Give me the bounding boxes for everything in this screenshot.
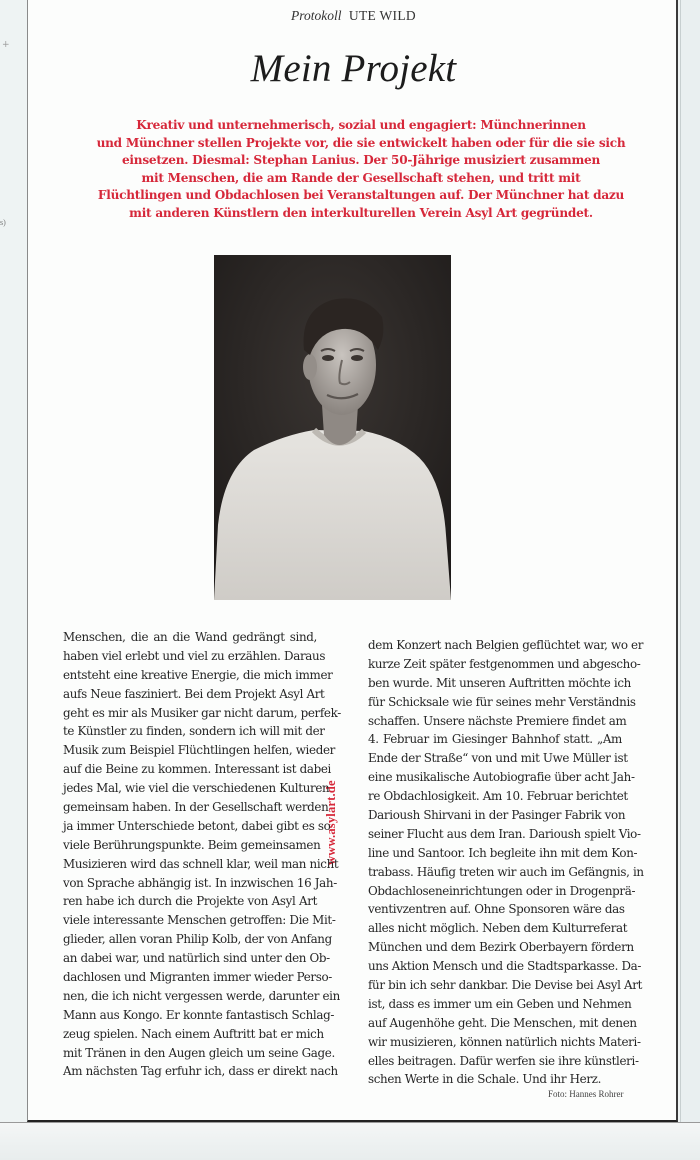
body-line: geht es mir als Musiker gar nicht darum, perfek- (63, 705, 341, 720)
article-lede (91, 117, 631, 223)
body-line: entsteht eine kreative Energie, die mich immer (63, 667, 333, 682)
portrait-illustration (214, 255, 451, 600)
article-title: Mein Projekt (250, 47, 457, 90)
body-line: aufs Neue fasziniert. Bei dem Projekt Asyl Art (63, 686, 325, 701)
body-line: schaffen. Unsere nächste Premiere findet am (368, 713, 627, 728)
body-line: Mann aus Kongo. Er konnte fantastisch Schlag- (63, 1007, 335, 1022)
body-line: ja immer Unterschiede betont, dabei gibt es so (63, 818, 331, 833)
photo-credit: Foto: Hannes Rohrer (548, 1089, 624, 1099)
body-line: wir musizieren, können natürlich nichts Materi- (368, 1034, 641, 1049)
body-line: glieder, allen voran Philip Kolb, der von Anfang (63, 932, 332, 947)
website-link[interactable]: www.asylart.de (324, 780, 338, 865)
body-line: ist, dass es immer um ein Geben und Nehmen (368, 996, 632, 1011)
body-line: 4. Februar im Giesinger Bahnhof statt. „Am (368, 732, 622, 747)
body-line: Am nächsten Tag erfuhr ich, dass er direkt nach (63, 1064, 338, 1079)
body-line: te Künstler zu finden, sondern ich will mit der (63, 724, 325, 739)
body-line: gemeinsam haben. In der Gesellschaft werden (63, 800, 329, 815)
lede-line: mit anderen Künstlern den interkulturellen Verein Asyl Art gegründet. (129, 205, 593, 220)
body-line: trabass. Häufig treten wir auch im Gefängnis, in (368, 864, 644, 879)
body-line: Menschen, die an die Wand gedrängt sind, (63, 630, 317, 644)
body-line: für bin ich sehr dankbar. Die Devise bei Asyl Art (368, 978, 643, 993)
body-line: für Schicksale wie für seines mehr Verständnis (368, 694, 636, 709)
body-line: uns Aktion Mensch und die Stadtsparkasse. Da- (368, 959, 642, 974)
magazine-page (27, 0, 678, 1122)
next-page-edge (680, 0, 700, 1122)
body-line: jedes Mal, wie viel die verschiedenen Kulturen (63, 781, 330, 796)
body-line: auf die Beine zu kommen. Interessant ist dabei (63, 762, 331, 777)
body-line: Musizieren wird das schnell klar, weil man nicht (63, 856, 339, 871)
body-line: Obdachloseneinrichtungen oder in Drogenprä- (368, 883, 636, 898)
body-line: viele Berührungspunkte. Beim gemeinsamen (63, 837, 321, 852)
body-line: line und Santoor. Ich begleite ihn mit dem Kon- (368, 845, 638, 860)
body-line: eine musikalische Autobiografie über acht Jah- (368, 770, 635, 785)
body-line: seiner Flucht aus dem Iran. Darioush spielt Vio- (368, 826, 641, 841)
body-column-right (368, 636, 644, 1089)
body-line: re Obdachlosigkeit. Am 10. Februar berichtet (368, 789, 628, 804)
body-line: schen Werte in die Schale. Und ihr Herz. (368, 1072, 602, 1087)
body-line: auf Augenhöhe geht. Die Menschen, mit denen (368, 1015, 637, 1030)
body-line: ventivzentren auf. Ohne Sponsoren wäre das (368, 902, 625, 917)
body-line: Ende der Straße“ von und mit Uwe Müller ist (368, 751, 628, 766)
body-line: ben wurde. Mit unseren Auftritten möchte ich (368, 675, 631, 690)
body-line: elles beitragen. Dafür werfen sie ihre künstleri- (368, 1053, 639, 1068)
body-line: dem Konzert nach Belgien geflüchtet war, wo er (368, 638, 644, 652)
lede-line: und Münchner stellen Projekte vor, die sie entwickelt haben oder für die sie sich (96, 135, 626, 150)
body-line: Musik zum Beispiel Flüchtlingen helfen, wieder (63, 743, 335, 758)
body-line: an dabei war, und natürlich sind unter den Ob- (63, 951, 330, 966)
margin-fragment: s) (0, 218, 6, 227)
body-line: nen, die ich nicht vergessen werde, darunter ein (63, 988, 340, 1003)
page-underlay (0, 1122, 700, 1160)
body-line: ren habe ich durch die Projekte von Asyl Art (63, 894, 317, 909)
kicker (28, 8, 679, 24)
lede-line: Kreativ und unternehmerisch, sozial und engagiert: Münchnerinnen (136, 118, 586, 132)
body-line: München und dem Bezirk Oberbayern fördern (368, 940, 634, 955)
body-line: kurze Zeit später festgenommen und abgescho- (368, 656, 641, 671)
body-line: haben viel erlebt und viel zu erzählen. Daraus (63, 648, 326, 663)
body-line: mit Tränen in den Augen gleich um seine Gage. (63, 1045, 335, 1060)
body-line: Darioush Shirvani in der Pasinger Fabrik von (368, 808, 626, 823)
body-line: von Sprache abhängig ist. In inzwischen 16 Jah- (63, 875, 337, 890)
lede-line: mit Menschen, die am Rande der Gesellschaft stehen, und tritt mit (141, 170, 581, 185)
lede-line: Flüchtlingen und Obdachlosen bei Veranstaltungen auf. Der Münchner hat dazu (97, 188, 625, 203)
author-name: UTE WILD (348, 8, 416, 23)
body-line: dachlosen und Migranten immer wieder Perso- (63, 970, 332, 985)
body-line: alles nicht möglich. Neben dem Kulturreferat (368, 921, 628, 936)
body-line: viele interessante Menschen getroffen: Die Mit- (63, 913, 336, 928)
kicker-label: Protokoll (291, 8, 342, 23)
crop-mark-icon: + (2, 40, 10, 50)
lede-line: einsetzen. Diesmal: Stephan Lanius. Der 50-Jährige musiziert zusammen (121, 153, 601, 168)
body-line: zeug spielen. Nach einem Auftritt bat er mich (63, 1026, 324, 1041)
portrait-photo (214, 255, 451, 600)
